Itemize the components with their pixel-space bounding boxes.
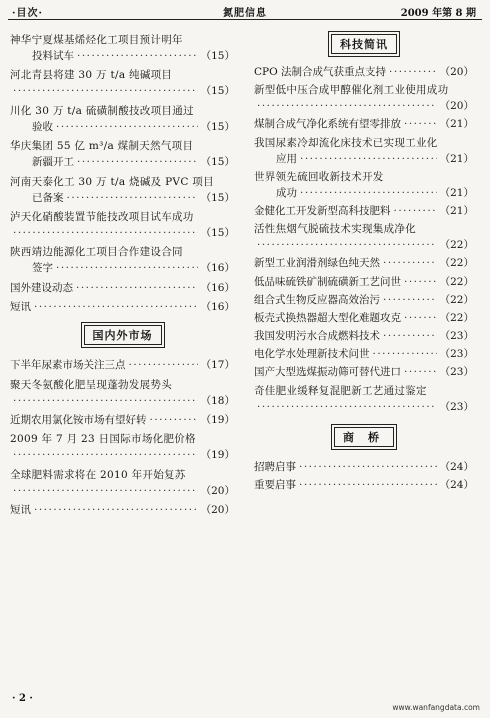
leader-dots [257, 399, 437, 415]
toc-page: （22） [439, 293, 474, 306]
toc-title-cont: 新疆开工 [32, 156, 74, 169]
section-heading-label: 科技简讯 [331, 34, 397, 54]
leader-dots [257, 98, 437, 114]
leader-dots [300, 185, 437, 201]
toc-entry[interactable] [10, 502, 235, 518]
toc-title: 我国发明污水合成燃料技术 [254, 330, 380, 343]
leader-dots [404, 364, 437, 380]
section-heading-label: 国内外市场 [84, 325, 162, 345]
toc-entry[interactable] [254, 310, 474, 326]
toc-page: （15） [200, 120, 235, 133]
toc-entry[interactable] [10, 174, 235, 206]
toc-title: 招聘启事 [254, 460, 296, 473]
section-heading-business [254, 427, 474, 447]
leader-dots [373, 346, 437, 362]
toc-title-cont: 已备案 [32, 191, 64, 204]
toc-entry[interactable] [254, 274, 474, 290]
toc-page: （22） [439, 239, 474, 252]
toc-title-cont: 投料试车 [32, 50, 74, 62]
toc-entry[interactable] [254, 328, 474, 344]
toc-page: （22） [439, 275, 474, 288]
toc-entry[interactable] [10, 280, 235, 296]
toc-page: （19） [200, 449, 235, 462]
leader-dots [13, 83, 198, 99]
toc-title-cont: 应用 [276, 152, 297, 165]
toc-title: 我国尿素冷却流化床技术已实现工业化 [254, 136, 438, 149]
toc-page: （16） [200, 281, 235, 294]
toc-title: 低品味硫铁矿制硫磺新工艺问世 [254, 275, 401, 288]
toc-title: 国外建设动态 [10, 281, 73, 294]
toc-entry[interactable] [254, 64, 474, 80]
leader-dots [383, 292, 437, 308]
toc-title: 聚天冬氨酸化肥呈现蓬勃发展势头 [10, 378, 172, 391]
leader-dots [13, 225, 198, 241]
leader-dots [34, 299, 198, 315]
toc-title: 河北青县将建 30 万 t/a 纯碱项目 [10, 69, 173, 82]
toc-entry[interactable] [10, 357, 235, 373]
toc-title-cont: 签字 [32, 262, 53, 275]
toc-entry[interactable] [254, 116, 474, 132]
toc-page: （22） [439, 311, 474, 324]
section-heading-tech [254, 34, 474, 54]
leader-dots [34, 502, 198, 518]
toc-page: （15） [200, 226, 235, 239]
issue-label: 2009 年第 8 期 [400, 8, 476, 19]
right-group-1 [254, 64, 474, 415]
toc-title: 金健化工开发新型高科技肥料 [254, 204, 391, 217]
leader-dots [129, 357, 198, 373]
toc-title: 煤制合成气净化系统有望零排放 [254, 118, 401, 131]
toc-page: （23） [439, 348, 474, 361]
leader-dots [77, 48, 198, 64]
toc-title: 神华宁夏煤基烯烃化工项目预计明年 [10, 34, 183, 46]
toc-title: 新型工业润滑剂绿色纯天然 [254, 257, 380, 270]
toc-page: （23） [439, 330, 474, 343]
toc-entry[interactable] [254, 459, 474, 475]
leader-dots [300, 151, 437, 167]
toc-page: （15） [200, 50, 235, 62]
toc-page: （20） [200, 484, 235, 497]
leader-dots [150, 412, 198, 428]
leader-dots [13, 447, 198, 463]
leader-dots [76, 280, 198, 296]
toc-entry[interactable] [10, 377, 235, 409]
toc-entry[interactable] [254, 255, 474, 271]
leader-dots [13, 393, 198, 409]
toc-entry[interactable] [254, 383, 474, 415]
toc-entry[interactable] [254, 221, 474, 253]
header-rule [8, 19, 482, 20]
leader-dots [299, 459, 437, 475]
leader-dots [389, 64, 437, 80]
leader-dots [13, 483, 198, 499]
toc-page: （23） [439, 366, 474, 379]
left-group-2 [10, 357, 235, 518]
toc-entry[interactable] [10, 467, 235, 499]
publication-title: 氮肥信息 [223, 8, 267, 19]
toc-entry[interactable] [10, 299, 235, 315]
watermark: www.wanfangdata.com [392, 703, 480, 712]
toc-entry[interactable] [10, 32, 235, 64]
toc-title: 陕西靖边能源化工项目合作建设合同 [10, 246, 183, 259]
toc-page: （20） [200, 504, 235, 517]
toc-title: 泸天化硝酸装置节能技改项目试车成功 [10, 210, 194, 223]
left-column [10, 32, 235, 521]
toc-title: 下半年尿素市场关注三点 [10, 359, 126, 372]
toc-page: （24） [439, 460, 474, 473]
toc-title: 国产大型选煤振动筛可替代进口 [254, 366, 401, 379]
toc-entry[interactable] [10, 138, 235, 170]
toc-title: 川化 30 万 t/a 硫磺制酸技改项目通过 [10, 104, 194, 117]
leader-dots [404, 274, 437, 290]
leader-dots [56, 260, 198, 276]
toc-page: （15） [200, 191, 235, 204]
toc-title: 板壳式换热器超大型化难题攻克 [254, 311, 401, 324]
toc-entry[interactable] [10, 431, 235, 463]
leader-dots [404, 116, 437, 132]
toc-page: （18） [200, 394, 235, 407]
toc-page: （21） [439, 118, 474, 131]
toc-page: （22） [439, 257, 474, 270]
leader-dots [67, 190, 198, 206]
toc-page: （15） [200, 156, 235, 169]
toc-entry[interactable] [254, 292, 474, 308]
toc-title: 全球肥料需求将在 2010 年开始复苏 [10, 468, 186, 481]
toc-title: 组合式生物反应器高效治污 [254, 293, 380, 306]
toc-page: （16） [200, 262, 235, 275]
leader-dots [404, 310, 437, 326]
toc-page: （16） [200, 301, 235, 314]
leader-dots [383, 255, 437, 271]
toc-title: CPO 法制合成气获重点支持 [254, 66, 387, 78]
toc-page: （23） [439, 400, 474, 413]
toc-entry[interactable] [254, 135, 474, 167]
toc-title: 华庆集团 55 亿 m³/a 煤制天然气项目 [10, 140, 194, 153]
leader-dots [56, 119, 198, 135]
leader-dots [257, 237, 437, 253]
section-label: ·目次· [12, 8, 43, 19]
leader-dots [383, 328, 437, 344]
toc-entry[interactable] [254, 364, 474, 380]
toc-title: 电化学水处理新技术问世 [254, 348, 370, 361]
footer-page-number: · 2 · [12, 693, 33, 704]
leader-dots [77, 154, 198, 170]
toc-title-cont: 成功 [276, 186, 297, 199]
leader-dots [299, 477, 437, 493]
toc-page: （19） [200, 413, 235, 426]
toc-page: （21） [439, 152, 474, 165]
toc-title: 短讯 [10, 504, 31, 517]
toc-page: （20） [439, 100, 474, 113]
toc-page: （21） [439, 186, 474, 199]
toc-title: 近期农用氯化铵市场有望好转 [10, 413, 147, 426]
toc-title-cont: 验收 [32, 120, 53, 133]
toc-page: （24） [439, 478, 474, 491]
leader-dots [394, 203, 437, 219]
toc-page: （20） [439, 66, 474, 78]
toc-entry[interactable] [254, 477, 474, 493]
toc-entry[interactable] [10, 103, 235, 135]
toc-title: 奇佳肥业缓释复混肥新工艺通过鉴定 [254, 384, 427, 397]
toc-title: 新型低中压合成甲醇催化剂工业使用成功 [254, 84, 449, 97]
section-heading-label: 商桥 [334, 427, 394, 447]
toc-entry[interactable] [10, 412, 235, 428]
toc-entry[interactable] [254, 82, 474, 114]
toc-page: （17） [200, 359, 235, 372]
toc-entry[interactable] [10, 244, 235, 276]
toc-entry[interactable] [10, 209, 235, 241]
toc-entry[interactable] [254, 346, 474, 362]
toc-entry[interactable] [254, 169, 474, 201]
toc-title: 世界领先硫回收新技术开发 [254, 170, 384, 183]
toc-title: 河南天泰化工 30 万 t/a 烧碱及 PVC 项目 [10, 175, 214, 188]
toc-page: （15） [200, 85, 235, 98]
toc-title: 活性焦烟气脱硫技术实现集成净化 [254, 223, 416, 236]
toc-entry[interactable] [10, 67, 235, 99]
toc-title: 重要启事 [254, 478, 296, 491]
toc-title: 短讯 [10, 301, 31, 314]
section-heading-market [10, 325, 235, 345]
toc-entry[interactable] [254, 203, 474, 219]
left-group-1 [10, 32, 235, 315]
toc-page: （21） [439, 204, 474, 217]
right-group-2 [254, 459, 474, 493]
right-column [254, 32, 474, 495]
toc-title: 2009 年 7 月 23 日国际市场化肥价格 [10, 433, 196, 446]
